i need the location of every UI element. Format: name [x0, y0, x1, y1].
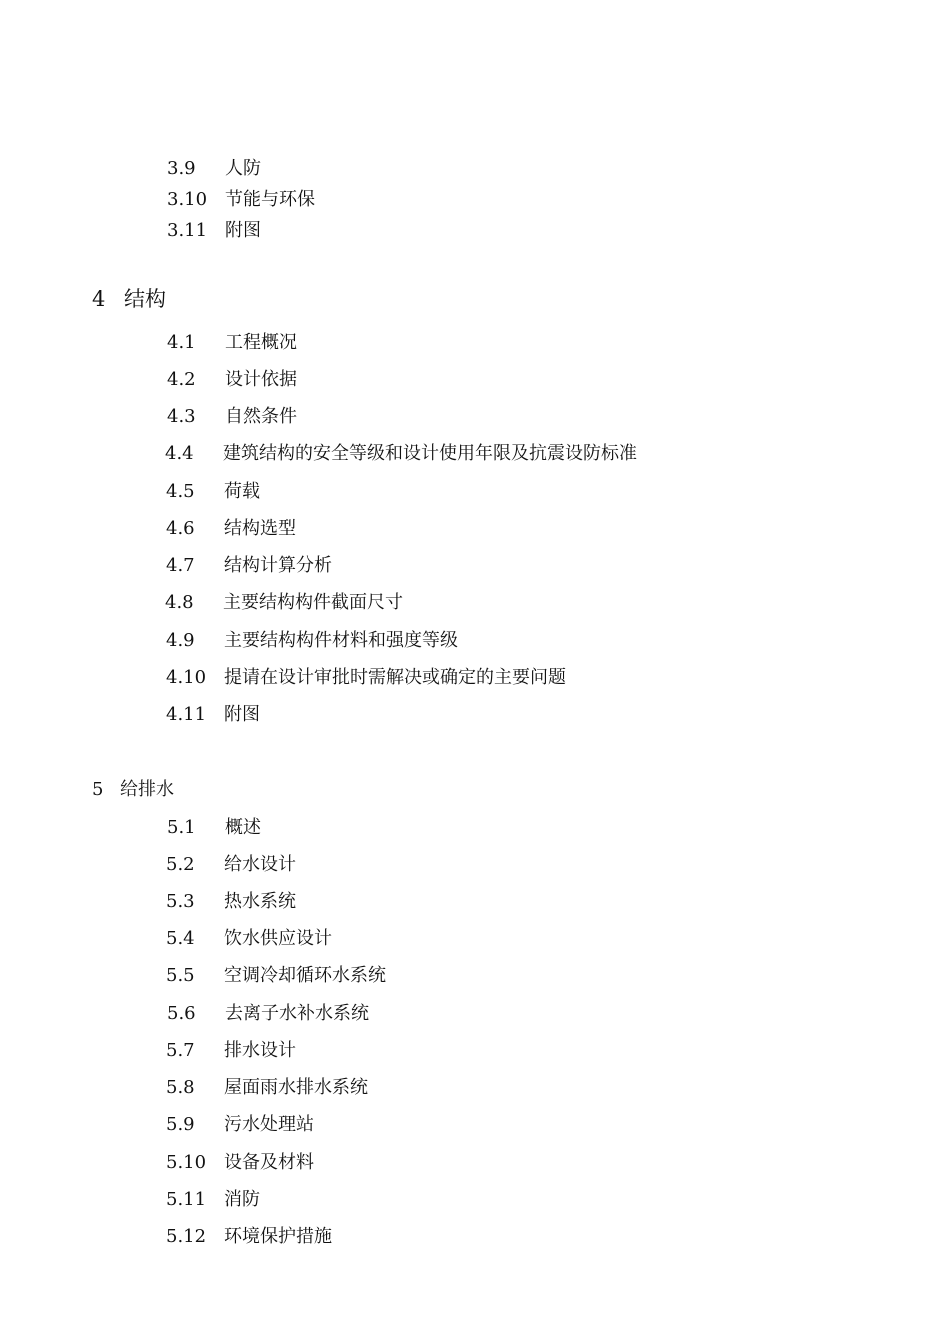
- toc-item-number: 5.12: [166, 1226, 207, 1247]
- toc-item-number: 5.8: [166, 1077, 195, 1098]
- toc-item-number: 5.3: [166, 891, 195, 912]
- toc-item-label: 概述: [225, 817, 261, 838]
- toc-item-number: 4.5: [166, 481, 195, 502]
- toc-item-label: 给水设计: [224, 854, 296, 875]
- toc-item-number: 5.6: [167, 1003, 196, 1024]
- toc-item-label: 设备及材料: [224, 1152, 314, 1173]
- toc-item-label: 节能与环保: [225, 189, 315, 210]
- toc-item-number: 5.4: [166, 928, 195, 949]
- toc-section-number: 4: [92, 287, 106, 311]
- toc-item-label: 荷载: [224, 481, 260, 502]
- toc-item-label: 排水设计: [224, 1040, 296, 1061]
- toc-section-title: 结构: [124, 287, 166, 311]
- toc-item-number: 4.6: [166, 518, 195, 539]
- toc-section-number: 5: [92, 779, 104, 800]
- toc-item-number: 5.5: [166, 965, 195, 986]
- toc-item-number: 4.7: [166, 555, 195, 576]
- toc-item-label: 建筑结构的安全等级和设计使用年限及抗震设防标准: [223, 443, 637, 464]
- toc-item-number: 4.9: [166, 630, 195, 651]
- toc-item-label: 设计依据: [225, 369, 297, 390]
- toc-item-number: 4.8: [165, 592, 194, 613]
- toc-item-number: 5.1: [167, 817, 196, 838]
- toc-item-number: 4.11: [166, 704, 207, 725]
- toc-item-label: 工程概况: [225, 332, 297, 353]
- toc-section-title: 给排水: [120, 779, 174, 800]
- toc-item-label: 结构计算分析: [224, 555, 332, 576]
- toc-item-number: 3.11: [167, 220, 208, 241]
- toc-item-number: 4.1: [167, 332, 196, 353]
- toc-item-label: 附图: [225, 220, 261, 241]
- toc-item-label: 主要结构构件材料和强度等级: [224, 630, 458, 651]
- toc-item-label: 屋面雨水排水系统: [224, 1077, 368, 1098]
- toc-item-number: 5.2: [166, 854, 195, 875]
- toc-item-number: 5.7: [166, 1040, 195, 1061]
- toc-item-label: 自然条件: [225, 406, 297, 427]
- toc-item-label: 结构选型: [224, 518, 296, 539]
- toc-item-number: 5.10: [166, 1152, 207, 1173]
- toc-item-label: 热水系统: [224, 891, 296, 912]
- toc-item-number: 4.2: [167, 369, 196, 390]
- toc-item-number: 4.4: [165, 443, 194, 464]
- toc-item-label: 消防: [224, 1189, 260, 1210]
- toc-item-label: 去离子水补水系统: [225, 1003, 369, 1024]
- toc-item-label: 空调冷却循环水系统: [224, 965, 386, 986]
- toc-item-label: 饮水供应设计: [224, 928, 332, 949]
- toc-item-label: 污水处理站: [224, 1114, 314, 1135]
- toc-item-label: 主要结构构件截面尺寸: [223, 592, 403, 613]
- toc-item-label: 提请在设计审批时需解决或确定的主要问题: [224, 667, 566, 688]
- toc-item-label: 附图: [224, 704, 260, 725]
- toc-item-number: 5.11: [166, 1189, 207, 1210]
- toc-item-number: 3.10: [167, 189, 208, 210]
- toc-item-number: 4.10: [166, 667, 207, 688]
- toc-item-label: 人防: [225, 158, 261, 179]
- toc-item-number: 4.3: [167, 406, 196, 427]
- toc-item-number: 3.9: [167, 158, 196, 179]
- toc-item-label: 环境保护措施: [224, 1226, 332, 1247]
- toc-item-number: 5.9: [166, 1114, 195, 1135]
